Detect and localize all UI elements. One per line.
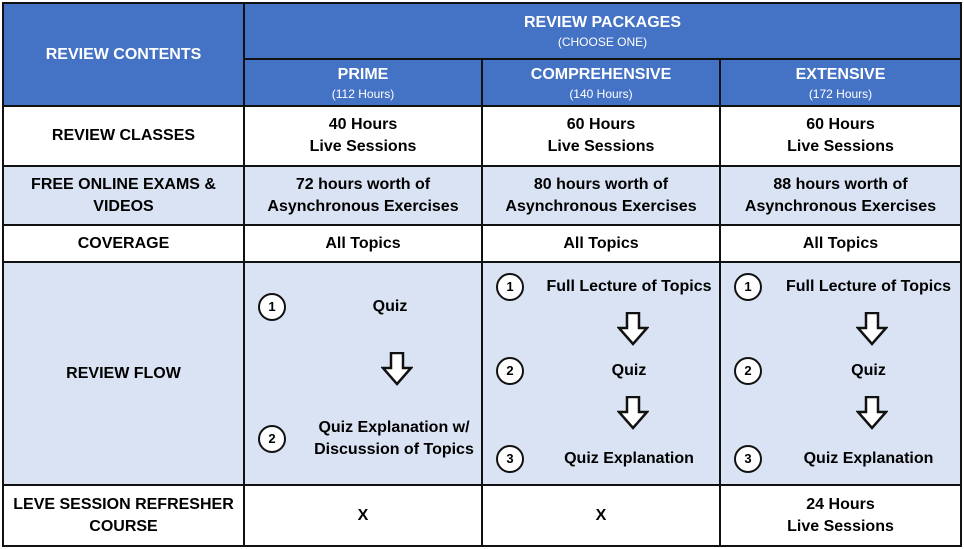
row-label-free-online-exams (4, 167, 245, 226)
step-number-circle: 1 (496, 273, 524, 301)
flow-step-text (543, 276, 715, 298)
step-number-circle: 1 (734, 273, 762, 301)
step-number-circle: 1 (258, 293, 286, 321)
cell-line: All Topics (325, 234, 401, 252)
row-label-text: VIDEOS (93, 197, 154, 215)
coverage-extensive (721, 226, 960, 263)
cell-line: 24 Hours (806, 495, 875, 513)
package-header-prime (245, 60, 483, 107)
package-name: EXTENSIVE (795, 65, 886, 83)
down-arrow-icon (856, 396, 888, 430)
flow-step-1 (734, 273, 762, 301)
row-label-text: LEVE SESSION REFRESHER (13, 495, 234, 513)
flow-step-label: Discussion of Topics (314, 441, 474, 458)
cell-line: Live Sessions (787, 138, 894, 155)
step-number-circle: 2 (734, 357, 762, 385)
step-number-circle: 3 (734, 445, 762, 473)
coverage-prime (245, 226, 483, 263)
row-label-text: REVIEW FLOW (66, 364, 181, 382)
review-contents-header (4, 4, 245, 107)
review-packages-subtitle: (CHOOSE ONE) (557, 35, 648, 49)
cell-line: 80 hours worth of (533, 175, 669, 193)
package-hours: (140 Hours) (569, 86, 633, 101)
review-packages-table (2, 2, 962, 547)
cell-line: Live Sessions (787, 517, 894, 535)
review-classes-extensive (721, 107, 960, 167)
package-hours: (112 Hours) (331, 86, 395, 101)
cell-line: X (357, 506, 369, 524)
row-label-coverage (4, 226, 245, 263)
flow-step-label: Quiz Explanation (564, 450, 694, 467)
cell-line: 40 Hours (328, 116, 398, 133)
down-arrow-icon (617, 312, 649, 346)
row-label-review-flow (4, 263, 245, 486)
flow-step-2 (258, 425, 286, 453)
flow-step-2 (734, 357, 762, 385)
review-contents-label: REVIEW CONTENTS (45, 45, 202, 63)
flow-step-text (305, 296, 475, 318)
down-arrow-icon (856, 312, 888, 346)
cell-line: Live Sessions (309, 138, 417, 155)
review-flow-prime (245, 263, 483, 486)
review-packages-header (245, 4, 960, 60)
package-name: COMPREHENSIVE (530, 65, 672, 83)
package-header-comprehensive (483, 60, 721, 107)
flow-step-text (781, 448, 956, 470)
cell-line: All Topics (563, 234, 639, 252)
flow-step-2 (496, 357, 524, 385)
step-number-circle: 2 (258, 425, 286, 453)
flow-step-label: Quiz Explanation w/ (318, 419, 470, 436)
flow-step-label: Quiz (372, 298, 408, 315)
cell-line: X (595, 506, 607, 524)
cell-line: 88 hours worth of (773, 175, 908, 193)
cell-line: Live Sessions (547, 138, 655, 155)
flow-step-text (781, 276, 956, 298)
flow-step-3 (734, 445, 762, 473)
free-online-extensive (721, 167, 960, 226)
package-hours: (172 Hours) (808, 86, 873, 101)
row-label-review-classes (4, 107, 245, 167)
flow-step-label: Quiz (851, 362, 886, 379)
cell-line: All Topics (802, 234, 879, 252)
cell-line: 60 Hours (566, 116, 636, 133)
review-classes-comprehensive (483, 107, 721, 167)
flow-step-text (543, 360, 715, 382)
down-arrow-icon (381, 352, 413, 386)
refresher-comprehensive (483, 486, 721, 545)
review-flow-comprehensive (483, 263, 721, 486)
step-number-circle: 3 (496, 445, 524, 473)
flow-step-1 (496, 273, 524, 301)
coverage-comprehensive (483, 226, 721, 263)
flow-step-text (305, 417, 483, 461)
cell-line: 72 hours worth of (295, 175, 431, 193)
flow-step-label: Full Lecture of Topics (546, 278, 712, 295)
cell-line: Asynchronous Exercises (744, 197, 937, 215)
refresher-prime (245, 486, 483, 545)
cell-line: Asynchronous Exercises (267, 197, 459, 215)
row-label-text: COVERAGE (77, 234, 170, 252)
review-classes-prime (245, 107, 483, 167)
step-number-circle: 2 (496, 357, 524, 385)
cell-line: Asynchronous Exercises (505, 197, 697, 215)
review-packages-title: REVIEW PACKAGES (523, 14, 682, 31)
flow-step-label: Quiz Explanation (803, 450, 934, 467)
row-label-refresher-course (4, 486, 245, 545)
flow-step-text (543, 448, 715, 470)
flow-step-label: Full Lecture of Topics (785, 278, 952, 295)
flow-step-text (781, 360, 956, 382)
flow-step-1 (258, 293, 286, 321)
free-online-prime (245, 167, 483, 226)
refresher-extensive (721, 486, 960, 545)
row-label-text: COURSE (89, 517, 158, 535)
flow-step-3 (496, 445, 524, 473)
package-header-extensive (721, 60, 960, 107)
package-name: PRIME (337, 65, 389, 83)
cell-line: 60 Hours (806, 116, 875, 133)
down-arrow-icon (617, 396, 649, 430)
flow-step-label: Quiz (611, 362, 647, 379)
row-label-text: REVIEW CLASSES (51, 127, 196, 144)
review-flow-extensive (721, 263, 960, 486)
free-online-comprehensive (483, 167, 721, 226)
row-label-text: FREE ONLINE EXAMS & (31, 175, 216, 193)
